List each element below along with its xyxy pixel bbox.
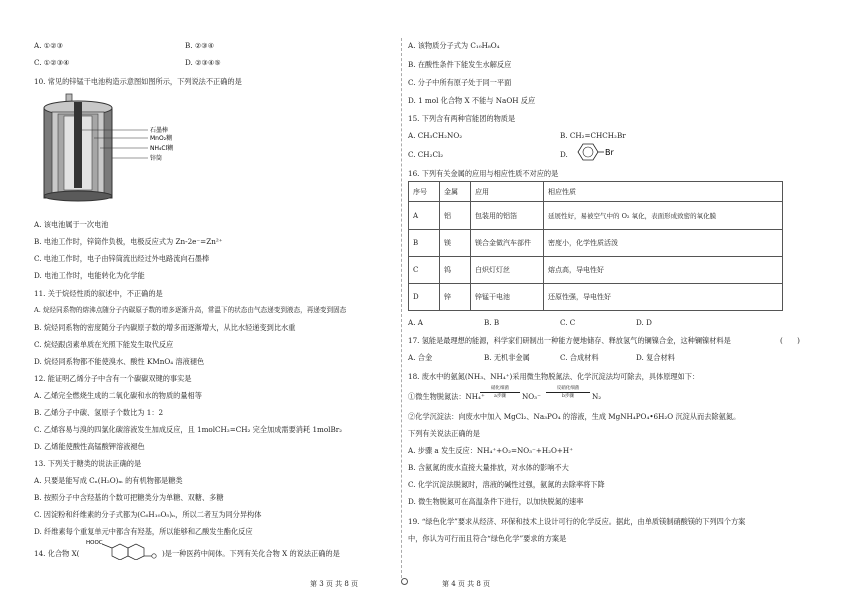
option-text: C. 电池工作时，电子由锌筒流出经过外电路流向石墨棒 [34, 254, 210, 263]
option-text: C. CH₂Cl₂ [408, 150, 444, 159]
table-cell: 白炽灯灯丝 [471, 257, 544, 284]
bromobenzene-structure [574, 142, 624, 162]
option-text: D. 乙烯能使酸性高锰酸钾溶液褪色 [34, 442, 145, 451]
table-row [409, 284, 783, 311]
option-text: D. D [636, 318, 652, 327]
option-text: A. 该电池属于一次电池 [34, 220, 109, 229]
question-19: 19. “绿色化学”要求从经济、环保和技术上设计可行的化学反应。据此，由单质镁制硝酸镁的下列四个方案 [408, 517, 746, 526]
table-cell: D [409, 284, 440, 311]
option-text: B. 电池工作时，锌筒作负极，电极反应式为 Zn-2e⁻=Zn²⁺ [34, 237, 223, 246]
question-14-end: )是一种医药中间体。下列有关化合物 X 的说法正确的是 [162, 549, 340, 558]
table-row [409, 202, 783, 230]
option-text: C. 烷烃跟卤素单质在光照下能发生取代反应 [34, 340, 174, 349]
option-text: B. 含氨氮的废水直接大量排放，对水体的影响不大 [408, 463, 569, 472]
table-cell: A [409, 202, 440, 230]
table-row [409, 230, 783, 257]
option-text: A. 合金 [408, 353, 433, 362]
table-cell: 锌锰干电池 [471, 284, 544, 311]
method-1: ①微生物脱氮法：NH₄⁺ [408, 392, 485, 401]
option-text: D. 电池工作时，电能转化为化学能 [34, 271, 145, 280]
table-cell: B [409, 230, 440, 257]
br-label: Br [605, 148, 614, 157]
table-cell: 延展性好，易被空气中的 O₂ 氧化，表面形成致密的氧化膜 [544, 202, 783, 230]
question-18-prompt: 下列有关说法正确的是 [408, 429, 480, 438]
option-text: A. 步骤 a 发生反应：NH₄⁺+O₂=NO₃⁻+H₂O+H⁺ [408, 446, 573, 455]
table-cell: 铝 [440, 202, 471, 230]
page-number-left: 第 3 页 共 8 页 [310, 580, 359, 588]
option-text: A. 烷烃同系物的熔沸点随分子内碳原子数的增多逐渐升高，常温下的状态由气态递变到液态，再递变到固态 [34, 306, 347, 314]
option-text: A. CH₃CH₂NO₂ [408, 131, 463, 140]
option-text: B. 按照分子中含羟基的个数可把糖类分为单糖、双糖、多糖 [34, 493, 224, 502]
page-number-right: 第 4 页 共 8 页 [442, 580, 491, 588]
option-text: A. 乙烯完全燃烧生成的二氧化碳和水的物质的量相等 [34, 391, 202, 400]
table-cell: C [409, 257, 440, 284]
question-17: 17. 氢能是最理想的能源，科学家们研制出一种能方便地储存、释放氢气的镧镍合金，这种镧镍材料是 [408, 336, 731, 345]
label-graphite-rod: 石墨棒 [150, 127, 169, 134]
option-text: D. 纤维素每个重复单元中都含有羟基，所以能够和乙酸发生酯化反应 [34, 527, 253, 536]
question-13: 13. 下列关于糖类的说法正确的是 [34, 459, 142, 468]
option-text: C. 因淀粉和纤维素的分子式都为(C₆H₁₀O₅)ₙ，所以二者互为同分异构体 [34, 510, 262, 519]
table-cell: 熔点高，导电性好 [544, 257, 783, 284]
hooc-label: HOOC [86, 540, 103, 546]
binding-hole-icon [401, 578, 408, 585]
option-text: A. 只要是能写成 Cₙ(H₂O)ₘ 的有机物都是糖类 [34, 476, 183, 485]
option-text: A. ①②③ [34, 41, 64, 50]
table-header: 相应性质 [544, 182, 783, 202]
question-12: 12. 能证明乙烯分子中含有一个碳碳双键的事实是 [34, 374, 192, 383]
label-nh4cl-paste: NH₄Cl糊 [150, 145, 174, 152]
question-11: 11. 关于烷烃性质的叙述中，不正确的是 [34, 289, 163, 298]
option-text: C. 乙烯容易与溴的四氯化碳溶液发生加成反应，且 1molCH₂=CH₂ 完全加成需要消耗 1molBr₂ [34, 425, 343, 434]
table-cell: 钨 [440, 257, 471, 284]
table-cell: 镁合金做汽车部件 [471, 230, 544, 257]
option-text: D. ②③④⑤ [185, 58, 221, 67]
arrow-1-icon [480, 392, 520, 393]
option-text: B. 乙烯分子中碳、氢原子个数比为 1：2 [34, 408, 164, 417]
nitrogen-label: N₂ [592, 392, 602, 401]
option-text: D. [560, 150, 568, 159]
option-text: B. CH₂=CHCH₂Br [560, 131, 626, 140]
question-16: 16. 下列有关金属的应用与相应性质不对应的是 [408, 169, 559, 178]
option-text: D. 1 mol 化合物 X 不能与 NaOH 反应 [408, 96, 536, 105]
nitrate-label: NO₃⁻ [522, 392, 541, 401]
option-text: B. 烷烃同系物的密度随分子内碳原子数的增多而逐渐增大，从比水轻递变到比水重 [34, 323, 296, 332]
option-text: D. 微生物脱氮可在高温条件下进行，以加快脱氮的速率 [408, 497, 584, 506]
question-19-cont: 中，你认为可行而且符合“绿色化学”要求的方案是 [408, 534, 567, 543]
question-17-blank: ( ) [780, 336, 800, 345]
option-text: D. 复合材料 [636, 353, 675, 362]
table-cell: 镁 [440, 230, 471, 257]
table-cell: 还原性强，导电性好 [544, 284, 783, 311]
option-text: C. 化学沉淀法脱氮时，溶液的碱性过强，氨氮的去除率将下降 [408, 480, 605, 489]
question-10: 10. 常见的锌锰干电池构造示意图如图所示，下列说法不正确的是 [34, 77, 242, 86]
option-text: C. ①②③④ [34, 58, 70, 67]
option-text: A. 该物质分子式为 C₁₀H₈O₄ [408, 41, 500, 50]
table-cell: 密度小，化学性质活泼 [544, 230, 783, 257]
column-divider [401, 38, 402, 578]
table-header: 应用 [471, 182, 544, 202]
question-15: 15. 下列含有两种官能团的物质是 [408, 114, 516, 123]
table-cell: 锌 [440, 284, 471, 311]
option-text: C. C [560, 318, 576, 327]
table-header: 序号 [409, 182, 440, 202]
option-text: B. 在酸性条件下能发生水解反应 [408, 60, 512, 69]
arrow-1-bottom-label: a步骤 [494, 394, 506, 399]
arrow-2-icon [546, 392, 590, 393]
table-row [409, 257, 783, 284]
option-text: C. 分子中所有原子处于同一平面 [408, 78, 512, 87]
table-header-row [409, 182, 783, 202]
arrow-2-bottom-label: b步骤 [562, 394, 574, 399]
option-text: B. ②③④ [185, 41, 215, 50]
metal-properties-table [408, 181, 783, 311]
method-2: ②化学沉淀法：向废水中加入 MgCl₂、Na₃PO₄ 的溶液，生成 MgNH₄PO₄•6H₂O 沉淀从而去除氨氮。 [408, 412, 741, 421]
option-text: B. B [484, 318, 500, 327]
label-zinc-can: 锌筒 [150, 155, 163, 162]
arrow-1-top-label: 硝化细菌 [491, 386, 509, 391]
question-14-start: 14. 化合物 X( [34, 549, 80, 558]
arrow-2-top-label: 反硝化细菌 [556, 386, 580, 391]
zinc-manganese-battery-diagram [38, 92, 188, 204]
option-text: C. 合成材料 [560, 353, 599, 362]
option-text: A. A [408, 318, 423, 327]
table-cell: 包装用的铝箔 [471, 202, 544, 230]
label-mno2-paste: MnO₂糊 [150, 135, 173, 142]
question-18: 18. 废水中的氨氮(NH₃、NH₄⁺)采用微生物脱氮法、化学沉淀法均可除去，具体原理如下： [408, 372, 700, 381]
option-text: D. 烷烃同系物都不能使溴水、酸性 KMnO₄ 溶液褪色 [34, 357, 205, 366]
option-text: B. 无机非金属 [484, 353, 530, 362]
table-header: 金属 [440, 182, 471, 202]
